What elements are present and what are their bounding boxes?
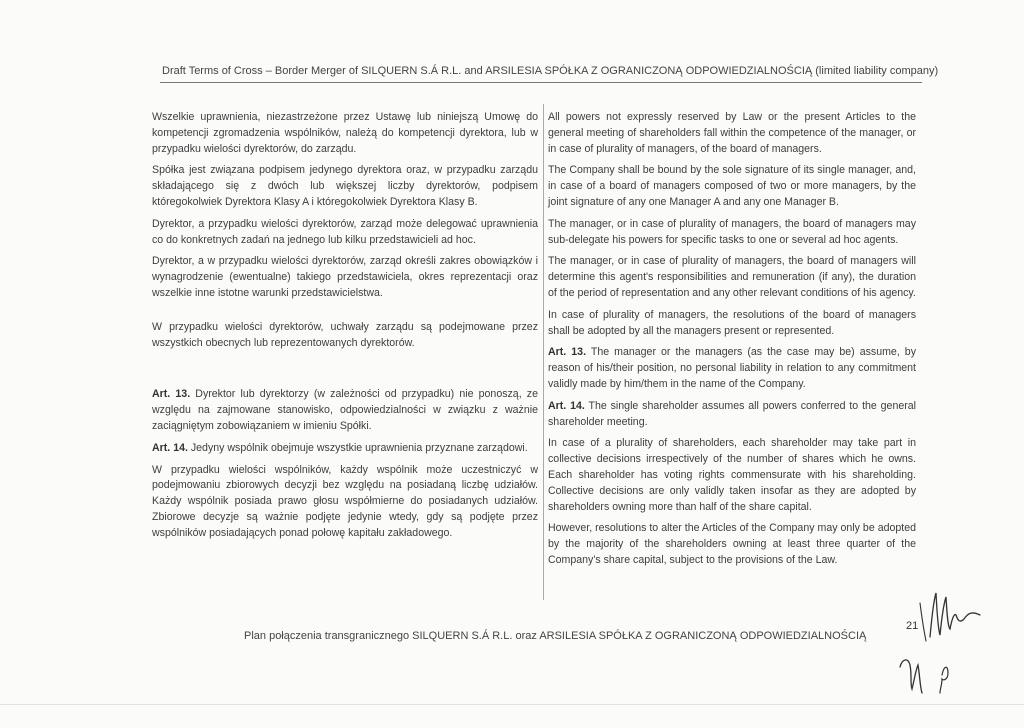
scan-edge-line <box>0 704 1024 705</box>
en-article-13 <box>548 345 916 392</box>
en-article-14-text: The single shareholder assumes all powers conferred to the general shareholder meeting. <box>548 399 916 428</box>
polish-column <box>152 110 538 548</box>
pl-paragraph-2: Spółka jest związana podpisem jedynego dyrektora oraz, w przypadku zarządu składającego się z dwóch lub większej liczby dyrektorów, podpisem któregokolwiek Dyrektora Klasy A i któregokolwiek Dyrektora Klasy B. <box>152 164 538 208</box>
pl-paragraph-3: Dyrektor, a przypadku wielości dyrektorów, zarząd może delegować uprawnienia co do konkretnych zadań na jednego lub kilku przedstawicieli ad hoc. <box>152 217 538 246</box>
pl-paragraph-1: Wszelkie uprawnienia, niezastrzeżone przez Ustawę lub niniejszą Umowę do kompetencji zgromadzenia wspólników, należą do kompetencji dyrektora, lub w przypadku wielości dyrektorów, do zarządu. <box>152 111 538 155</box>
pl-paragraph-8: W przypadku wielości wspólników, każdy wspólnik może uczestniczyć w podejmowaniu zbiorowych decyzji bez względu na posiadaną liczbę udziałów. Każdy wspólnik posiada prawo głosu współmierne do posiadanych udziałów. Zbiorowe decyzje są ważnie podjęte jedynie wtedy, gdy są podjęte przez wspólników posiadających ponad połowę kapitału zakładowego. <box>152 463 538 539</box>
pl-article-13-label: Art. 13. <box>152 388 191 401</box>
page-header: Draft Terms of Cross – Border Merger of SILQUERN S.Á R.L. and ARSILESIA SPÓŁKA Z OGRANICZONĄ ODPOWIEDZIALNOŚCIĄ (limited liability company) <box>162 65 939 77</box>
en-article-13-text: The manager or the managers (as the case may be) assume, by reason of his/their position, no personal liability in relation to any commitment validly made by him/them in the name of the Company. <box>548 346 916 390</box>
en-article-13-label: Art. 13. <box>548 346 587 359</box>
handwritten-signature <box>890 585 990 700</box>
en-paragraph-3: The manager, or in case of plurality of managers, the board of managers may sub-delegate his powers for specific tasks to one or several ad hoc agents. <box>548 217 916 246</box>
en-article-14 <box>548 399 916 431</box>
en-article-14-label: Art. 14. <box>548 399 585 412</box>
en-paragraph-5: In case of plurality of managers, the resolutions of the board of managers shall be adopted by all the managers present or represented. <box>548 308 916 337</box>
header-rule <box>160 82 922 83</box>
page-number: 21 <box>906 620 919 632</box>
en-paragraph-8: In case of a plurality of shareholders, each shareholder may take part in collective decisions irrespectively of the number of shares which he owns. Each shareholder has voting rights commensurate with his shareholding. Collective decisions are only validly taken insofar as they are adopted by shareholders owning more than half of the share capital. <box>548 437 916 513</box>
en-paragraph-4: The manager, or in case of plurality of managers, the board of managers will determine this agent's responsibilities and remuneration (if any), the duration of the period of representation and any other relevant conditions of his agency. <box>548 255 916 299</box>
pl-article-14-label: Art. 14. <box>152 441 188 454</box>
pl-article-14-text: Jedyny wspólnik obejmuje wszystkie uprawnienia przyznane zarządowi. <box>187 441 528 454</box>
en-paragraph-2: The Company shall be bound by the sole signature of its single manager, and, in case of a board of managers composed of two or more managers, by the joint signature of any one Manager A and any one Manager B. <box>548 164 916 208</box>
english-column <box>548 110 916 575</box>
en-paragraph-1: All powers not expressly reserved by Law or the present Articles to the general meeting of shareholders fall within the competence of the manager, or in case of plurality of managers, of the board of managers. <box>548 111 916 155</box>
pl-paragraph-4: Dyrektor, a w przypadku wielości dyrektorów, zarząd określi zakres obowiązków i wynagrodzenie (ewentualne) takiego przedstawiciela, okres reprezentacji oraz wszelkie inne istotne warunki przedstawicielstwa. <box>152 255 538 299</box>
pl-paragraph-5: W przypadku wielości dyrektorów, uchwały zarządu są podejmowane przez wszystkich obecnych lub reprezentowanych dyrektorów. <box>152 320 538 349</box>
column-divider <box>543 104 544 600</box>
pl-article-13 <box>152 387 538 434</box>
pl-article-13-text: Dyrektor lub dyrektorzy (w zależności od przypadku) nie ponoszą, ze względu na zajmowane stanowisko, odpowiedzialności w związku z ważnie zaciągniętym zobowiązaniem w imieniu Spółki. <box>152 388 538 432</box>
en-paragraph-9: However, resolutions to alter the Articles of the Company may only be adopted by the majority of the shareholders owning at least three quarter of the Company's share capital, subject to the provisions of the Law. <box>548 522 916 566</box>
pl-article-14 <box>152 441 538 457</box>
page-footer: Plan połączenia transgranicznego SILQUERN S.Á R.L. oraz ARSILESIA SPÓŁKA Z OGRANICZONĄ ODPOWIEDZIALNOŚCIĄ <box>244 630 867 642</box>
